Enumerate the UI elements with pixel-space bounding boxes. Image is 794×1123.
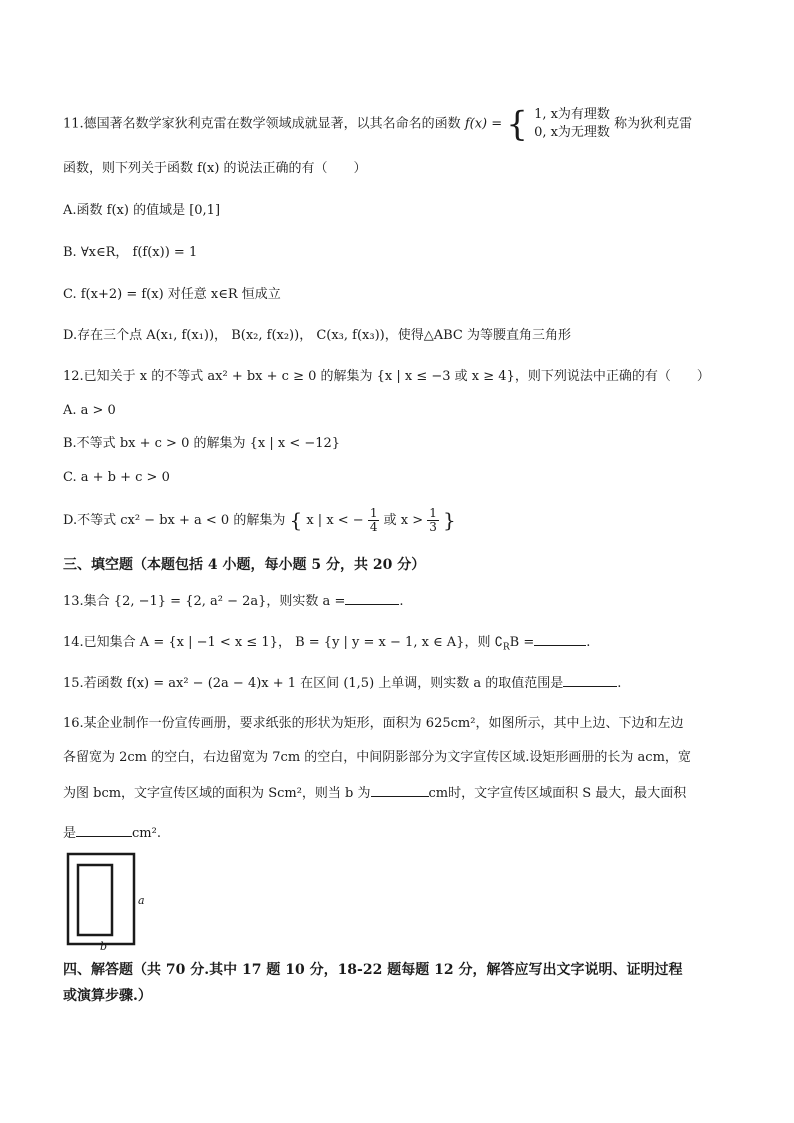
q15 (63, 672, 754, 694)
q14-text: 14.已知集合 A = {x | −1 < x ≤ 1}， B = {y | y = x − 1, x ∈ A}，则 ∁ (63, 635, 503, 650)
q11-option-b: B. ∀x∈R， f(f(x)) = 1 (63, 245, 198, 260)
q12-stem: 12.已知关于 x 的不等式 ax² + bx + c ≥ 0 的解集为 {x | x ≤ −3 或 x ≥ 4}，则下列说法中正确的有（ ） (63, 369, 710, 384)
q12-set-part2: 或 x > (383, 513, 424, 528)
q14-period: . (586, 635, 591, 650)
q15-text: 15.若函数 f(x) = ax² − (2a − 4)x + 1 在区间 (1,5) 上单调，则实数 a 的取值范围是 (63, 676, 564, 691)
q12-frac2-numerator: 1 (429, 506, 437, 520)
q12-option-b: B.不等式 bx + c > 0 的解集为 {x | x < −12} (63, 436, 341, 451)
q11-option-c: C. f(x+2) = f(x) 对任意 x∈R 恒成立 (63, 287, 281, 302)
q15-period: . (617, 676, 622, 691)
q12-fraction-one-fourth (368, 507, 380, 534)
q16-line4 (63, 822, 754, 844)
q11-stem-start: 11.德国著名数学家狄利克雷在数学领域成就显著，以其名命名的函数 (63, 116, 461, 132)
q16-line4-text-a: 是 (63, 826, 77, 841)
q12-frac2-denominator: 3 (429, 520, 437, 534)
q11-piecewise (534, 106, 610, 142)
q11-option-d: D.存在三个点 A(x₁, f(x₁))， B(x₂, f(x₂))， C(x₃, f(x₃))，使得△ABC 为等腰直角三角形 (63, 328, 571, 343)
q11-case-rational: 1, x为有理数 (534, 107, 610, 122)
q16-answer-blank-b[interactable] (371, 782, 429, 797)
q11-option-a: A.函数 f(x) 的值域是 [0,1] (63, 203, 221, 218)
q13-text: 13.集合 {2, −1} = {2, a² − 2a}，则实数 a = (63, 594, 346, 609)
q12-set-close-brace: } (443, 508, 456, 532)
q16-label-b: b (100, 940, 108, 952)
q11-brace: { (506, 104, 528, 145)
q12-set-open-brace: { (289, 508, 303, 532)
q11-case-irrational: 0, x为无理数 (534, 125, 610, 140)
q12-option-d (63, 506, 754, 535)
q16-line3 (63, 782, 754, 804)
q12-frac1-numerator: 1 (369, 506, 378, 520)
q12-set-part1: x | x < − (306, 513, 364, 528)
q14-complement-subscript: R (502, 642, 510, 653)
section4-line1: 四、解答题（共 70 分.其中 17 题 10 分，18-22 题每题 12 分，解答应写出文字说明、证明过程 (63, 962, 683, 978)
q13-answer-blank[interactable] (345, 590, 399, 605)
q12-option-a: A. a > 0 (63, 403, 116, 418)
q15-answer-blank[interactable] (563, 672, 617, 687)
section4-line2: 或演算步骤.） (63, 988, 152, 1004)
q11-function-def: f(x) = (464, 116, 503, 132)
q13-period: . (399, 594, 404, 609)
q12-option-c: C. a + b + c > 0 (63, 470, 170, 485)
q16-label-a: a (138, 894, 145, 907)
q16-line2: 各留宽为 2cm 的空白，右边留宽为 7cm 的空白，中间阴影部分为文字宣传区域.设矩形画册的长为 acm，宽 (63, 750, 691, 765)
q16-figure (62, 852, 158, 952)
q16-line3-text-b: cm时，文字宣传区域面积 S 最大，最大面积 (428, 786, 687, 801)
q14-answer-blank[interactable] (534, 631, 586, 646)
q16-line1: 16.某企业制作一份宣传画册，要求纸张的形状为矩形，面积为 625cm²，如图所示，其中上边、下边和左边 (63, 716, 684, 731)
q12-fraction-one-third (427, 507, 439, 534)
section3-title: 三、填空题（本题包括 4 小题，每小题 5 分，共 20 分） (63, 557, 426, 573)
q16-line4-text-b: cm². (132, 826, 161, 841)
q12-option-d-text: D.不等式 cx² − bx + a < 0 的解集为 (63, 513, 286, 528)
q11-line1 (63, 104, 754, 145)
q16-inner-rect (78, 865, 112, 935)
q13 (63, 590, 754, 612)
q11-line2: 函数，则下列关于函数 f(x) 的说法正确的有（ ） (63, 161, 367, 176)
q14-text-b: B = (509, 635, 535, 650)
q14 (63, 631, 754, 658)
q16-answer-blank-area[interactable] (76, 822, 132, 837)
q12-frac1-denominator: 4 (369, 520, 378, 534)
q11-stem-end: 称为狄利克雷 (614, 116, 693, 132)
q16-line3-text-a: 为图 bcm，文字宣传区域的面积为 Scm²，则当 b 为 (63, 786, 371, 801)
